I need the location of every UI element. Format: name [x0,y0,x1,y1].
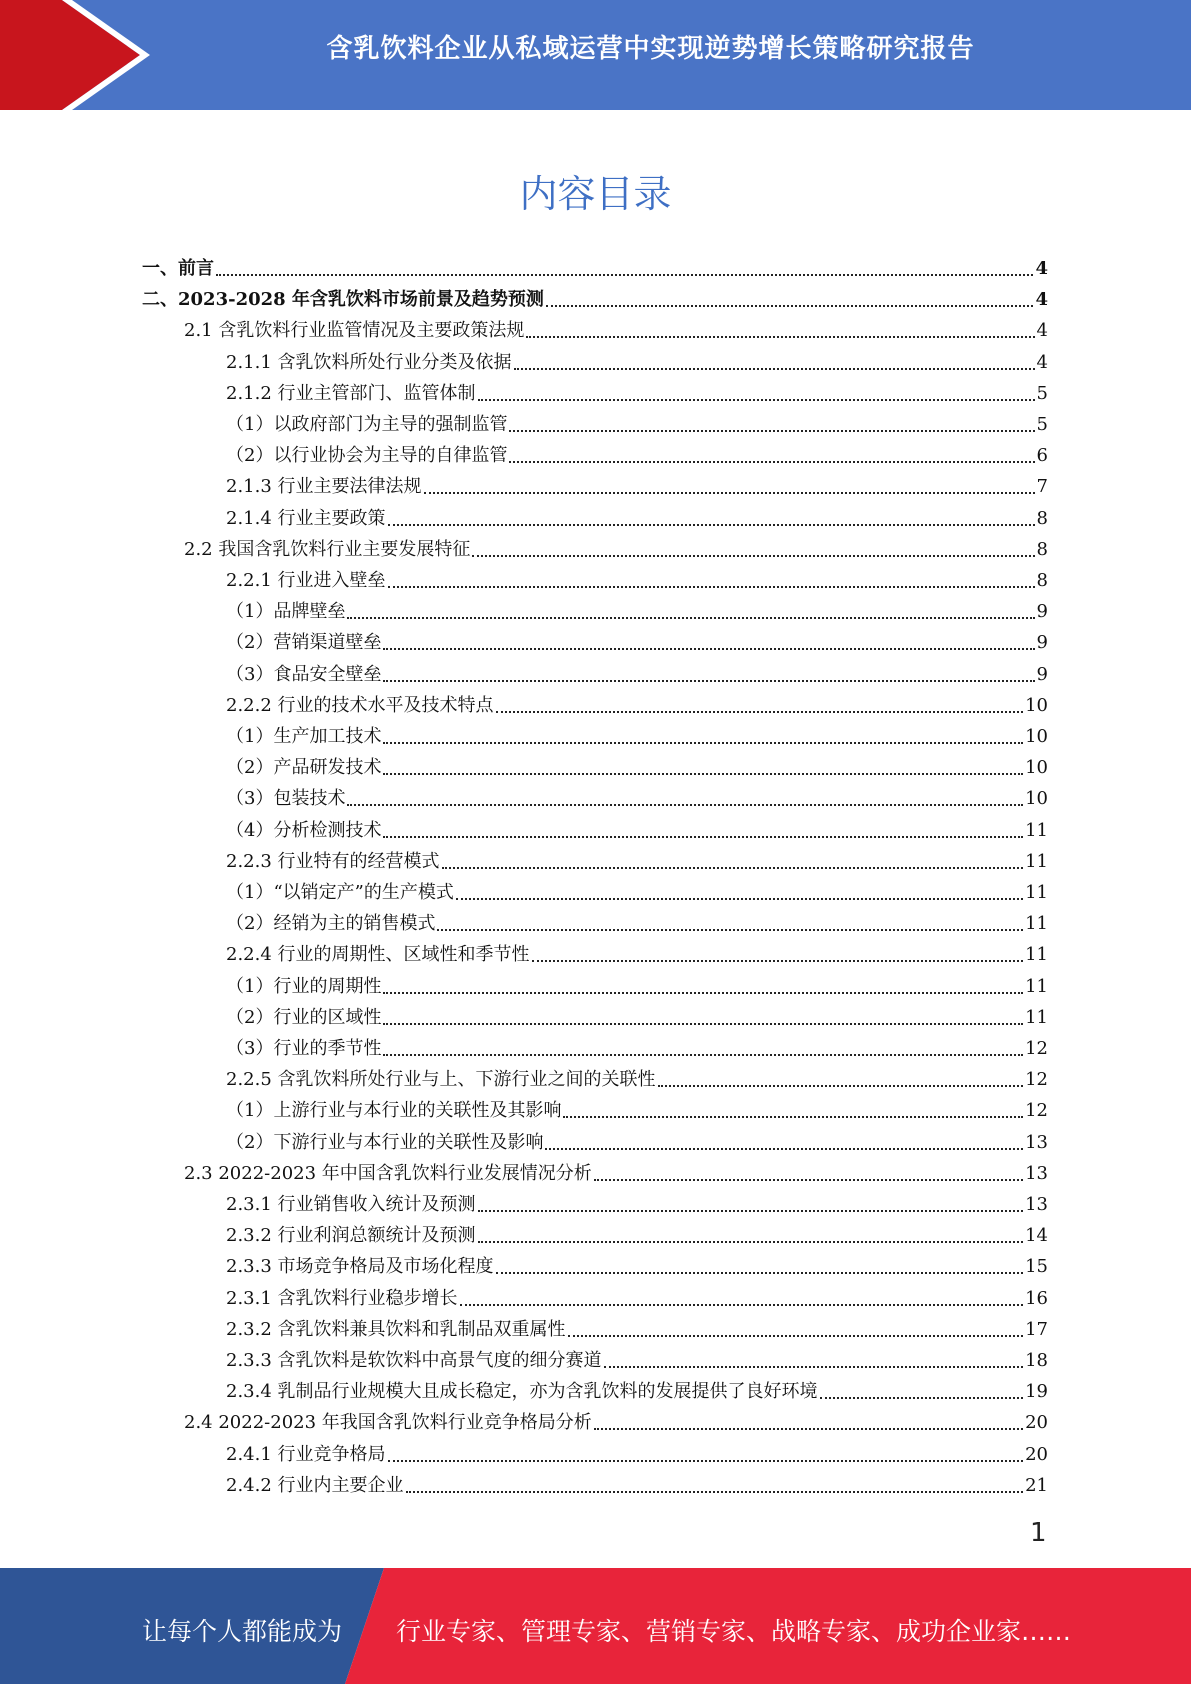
toc-dot-leader [347,597,1034,619]
toc-dot-leader [496,1252,1024,1274]
toc-entry-page: 13 [1025,1194,1048,1215]
toc-entry-page: 16 [1025,1287,1048,1309]
toc-entry[interactable] [226,660,1048,690]
toc-entry[interactable] [226,847,1048,877]
toc-entry[interactable] [226,379,1048,409]
toc-entry-page: 6 [1036,445,1048,467]
toc-entry[interactable] [226,348,1048,378]
toc-entry-label: 2.3.2 含乳饮料兼具饮料和乳制品双重属性 [226,1318,566,1340]
toc-entry-label: （3）食品安全壁垒 [226,663,382,685]
toc-dot-leader [478,379,1035,401]
footer-slogan-left: 让每个人都能成为 [142,1617,343,1646]
toc-entry[interactable] [226,1315,1048,1345]
toc-entry-page: 4 [1036,320,1048,342]
toc-entry-label: （2）产品研发技术 [226,757,382,779]
toc-entry-page: 11 [1025,819,1048,841]
toc-dot-leader [383,660,1034,682]
toc-entry-label: （1）上游行业与本行业的关联性及其影响 [226,1100,562,1122]
toc-entry-page: 8 [1036,507,1048,529]
toc-entry[interactable] [142,285,1048,315]
toc-entry[interactable] [226,441,1048,471]
toc-heading: 内容目录 [519,172,672,216]
toc-entry-label: （3）包装技术 [226,788,346,810]
toc-entry-label: 2.3 2022-2023 年中国含乳饮料行业发展情况分析 [184,1162,592,1184]
toc-entry[interactable] [226,566,1048,596]
toc-dot-leader [424,472,1035,494]
toc-dot-leader [532,940,1024,962]
toc-entry-label: （1）品牌壁垒 [226,601,346,623]
footer-slogan-right: 行业专家、管理专家、营销专家、战略专家、成功企业家…… [396,1617,1072,1646]
toc-dot-leader [383,1003,1023,1025]
toc-dot-leader [509,410,1034,432]
toc-entry[interactable] [184,535,1048,565]
toc-entry-page: 10 [1025,726,1048,747]
toc-entry-page: 10 [1025,757,1048,779]
toc-entry-page: 21 [1025,1474,1048,1496]
toc-dot-leader [388,1440,1024,1462]
toc-entry[interactable] [142,254,1048,284]
toc-entry-label: 2.3.4 乳制品行业规模大且成长稳定，亦为含乳饮料的发展提供了良好环境 [226,1381,818,1403]
toc-entry[interactable] [226,909,1048,939]
toc-entry[interactable] [226,691,1048,721]
toc-entry-label: （2）营销渠道壁垒 [226,632,382,654]
toc-entry[interactable] [226,1128,1048,1158]
page-number: 1 [1030,1518,1047,1548]
toc-dot-leader [383,972,1023,994]
toc-dot-leader [216,254,1033,276]
toc-entry-label: 2.1.1 含乳饮料所处行业分类及依据 [226,351,512,373]
toc-dot-leader [546,285,1034,307]
toc-entry-label: （1）行业的周期性 [226,975,382,997]
toc-dot-leader [437,909,1023,931]
toc-entry-label: 2.1 含乳饮料行业监管情况及主要政策法规 [184,320,525,342]
toc-dot-leader [406,1471,1024,1493]
toc-entry-label: 2.1.3 行业主要法律法规 [226,476,422,498]
toc-entry[interactable] [226,1471,1048,1501]
toc-entry[interactable] [226,504,1048,534]
toc-entry[interactable] [184,316,1048,346]
toc-entry-page: 8 [1036,570,1048,591]
toc-entry-label: 2.4.1 行业竞争格局 [226,1443,386,1465]
toc-dot-leader [383,722,1023,744]
toc-entry-label: （2）下游行业与本行业的关联性及影响 [226,1131,544,1153]
toc-entry-page: 11 [1025,975,1048,997]
toc-dot-leader [496,691,1024,713]
toc-entry[interactable] [226,722,1048,752]
toc-entry-page: 4 [1035,289,1048,311]
toc-entry-label: 2.2 我国含乳饮料行业主要发展特征 [184,538,471,560]
toc-dot-leader [388,504,1035,526]
toc-entry-label: （4）分析检测技术 [226,819,382,841]
toc-entry-label: （1）生产加工技术 [226,726,382,747]
toc-dot-leader [442,847,1024,869]
toc-entry-label: 2.2.4 行业的周期性、区域性和季节性 [226,944,530,966]
toc-entry[interactable] [226,1065,1048,1095]
toc-entry-label: 2.2.2 行业的技术水平及技术特点 [226,694,494,716]
toc-entry[interactable] [226,1034,1048,1064]
toc-entry-label: 2.3.2 行业利润总额统计及预测 [226,1225,476,1247]
toc-entry[interactable] [226,1377,1048,1407]
toc-entry-page: 18 [1025,1350,1048,1371]
toc-entry-label: 2.4 2022-2023 年我国含乳饮料行业竞争格局分析 [184,1412,592,1434]
toc-entry-page: 17 [1025,1318,1048,1340]
toc-entry-page: 4 [1035,258,1048,279]
toc-entry[interactable] [226,972,1048,1002]
toc-dot-leader [514,348,1035,370]
toc-dot-leader [604,1346,1024,1368]
toc-entry-page: 14 [1025,1225,1048,1247]
toc-entry-page: 12 [1025,1038,1048,1059]
toc-dot-leader [594,1408,1023,1430]
toc-dot-leader [545,1128,1023,1150]
toc-entry-label: （3）行业的季节性 [226,1038,382,1059]
toc-entry[interactable] [226,1221,1048,1251]
toc-dot-leader [383,1034,1023,1056]
toc-entry-page: 9 [1036,663,1048,685]
toc-dot-leader [820,1377,1024,1399]
toc-entry-page: 12 [1025,1100,1048,1122]
toc-entry-page: 15 [1025,1256,1048,1278]
toc-dot-leader [472,535,1034,557]
toc-entry-label: 2.1.4 行业主要政策 [226,507,386,529]
toc-entry[interactable] [184,1408,1048,1438]
toc-entry-label: 2.4.2 行业内主要企业 [226,1474,404,1496]
toc-dot-leader [383,816,1023,838]
toc-entry-label: 二、2023-2028 年含乳饮料市场前景及趋势预测 [142,289,544,311]
toc-dot-leader [383,753,1023,775]
toc-dot-leader [456,878,1023,900]
toc-entry-page: 4 [1036,351,1048,373]
toc-entry-page: 10 [1025,788,1048,810]
toc-entry[interactable] [226,628,1048,658]
toc-entry[interactable] [226,472,1048,502]
toc-entry-page: 11 [1025,882,1048,903]
toc-entry[interactable] [226,940,1048,970]
toc-entry[interactable] [226,816,1048,846]
toc-entry-label: 2.2.1 行业进入壁垒 [226,570,386,591]
toc-dot-leader [347,784,1023,806]
toc-entry-page: 11 [1025,850,1048,872]
toc-entry-page: 19 [1025,1381,1048,1403]
toc-dot-leader [460,1284,1024,1306]
toc-entry[interactable] [226,597,1048,627]
toc-entry-page: 8 [1036,538,1048,560]
toc-dot-leader [563,1096,1023,1118]
toc-entry[interactable] [226,1346,1048,1376]
toc-entry-page: 11 [1025,944,1048,966]
toc-entry-page: 20 [1025,1443,1048,1465]
toc-entry[interactable] [226,1003,1048,1033]
toc-dot-leader [594,1159,1023,1181]
toc-entry[interactable] [226,1252,1048,1282]
toc-dot-leader [388,566,1035,588]
toc-entry-label: （2）经销为主的销售模式 [226,913,436,935]
toc-entry[interactable] [226,784,1048,814]
toc-dot-leader [478,1190,1024,1212]
toc-entry-label: 2.3.1 含乳饮料行业稳步增长 [226,1287,458,1309]
toc-entry[interactable] [226,1190,1048,1220]
toc-dot-leader [658,1065,1024,1087]
toc-dot-leader [526,316,1034,338]
toc-entry[interactable] [226,410,1048,440]
toc-entry[interactable] [226,878,1048,908]
toc-entry-label: 2.2.3 行业特有的经营模式 [226,850,440,872]
toc-dot-leader [478,1221,1024,1243]
toc-entry[interactable] [226,1440,1048,1470]
report-title: 含乳饮料企业从私域运营中实现逆势增长策略研究报告 [326,34,975,64]
toc-entry-label: （1）以政府部门为主导的强制监管 [226,414,508,435]
toc-entry-label: （1）“以销定产”的生产模式 [226,882,454,903]
toc-dot-leader [509,441,1034,463]
toc-dot-leader [383,628,1034,650]
toc-entry-label: 2.2.5 含乳饮料所处行业与上、下游行业之间的关联性 [226,1069,656,1091]
toc-entry-page: 5 [1036,414,1048,435]
toc-entry-page: 13 [1025,1131,1048,1153]
footer-banner [0,1568,1191,1684]
toc-entry-label: 2.3.3 市场竞争格局及市场化程度 [226,1256,494,1278]
toc-entry-page: 10 [1025,694,1048,716]
toc-entry-label: （2）以行业协会为主导的自律监管 [226,445,508,467]
header-banner [0,0,1191,110]
toc-entry-label: 2.3.3 含乳饮料是软饮料中高景气度的细分赛道 [226,1350,602,1371]
toc-entry[interactable] [226,1096,1048,1126]
toc-entry-page: 9 [1036,632,1048,654]
toc-entry-page: 11 [1025,1006,1048,1028]
toc-entry-label: 一、前言 [142,258,214,279]
toc-entry-label: 2.3.1 行业销售收入统计及预测 [226,1194,476,1215]
toc-entry[interactable] [226,753,1048,783]
toc-entry-page: 9 [1036,601,1048,623]
toc-entry-page: 11 [1025,913,1048,935]
toc-entry-page: 13 [1025,1162,1048,1184]
toc-entry-label: （2）行业的区域性 [226,1006,382,1028]
toc-entry-page: 20 [1025,1412,1048,1434]
toc-entry-page: 7 [1036,476,1048,498]
toc-entry[interactable] [184,1159,1048,1189]
toc-entry-page: 5 [1036,382,1048,404]
toc-entry-page: 12 [1025,1069,1048,1091]
toc-entry-label: 2.1.2 行业主管部门、监管体制 [226,382,476,404]
toc-dot-leader [568,1315,1024,1337]
toc-entry[interactable] [226,1284,1048,1314]
